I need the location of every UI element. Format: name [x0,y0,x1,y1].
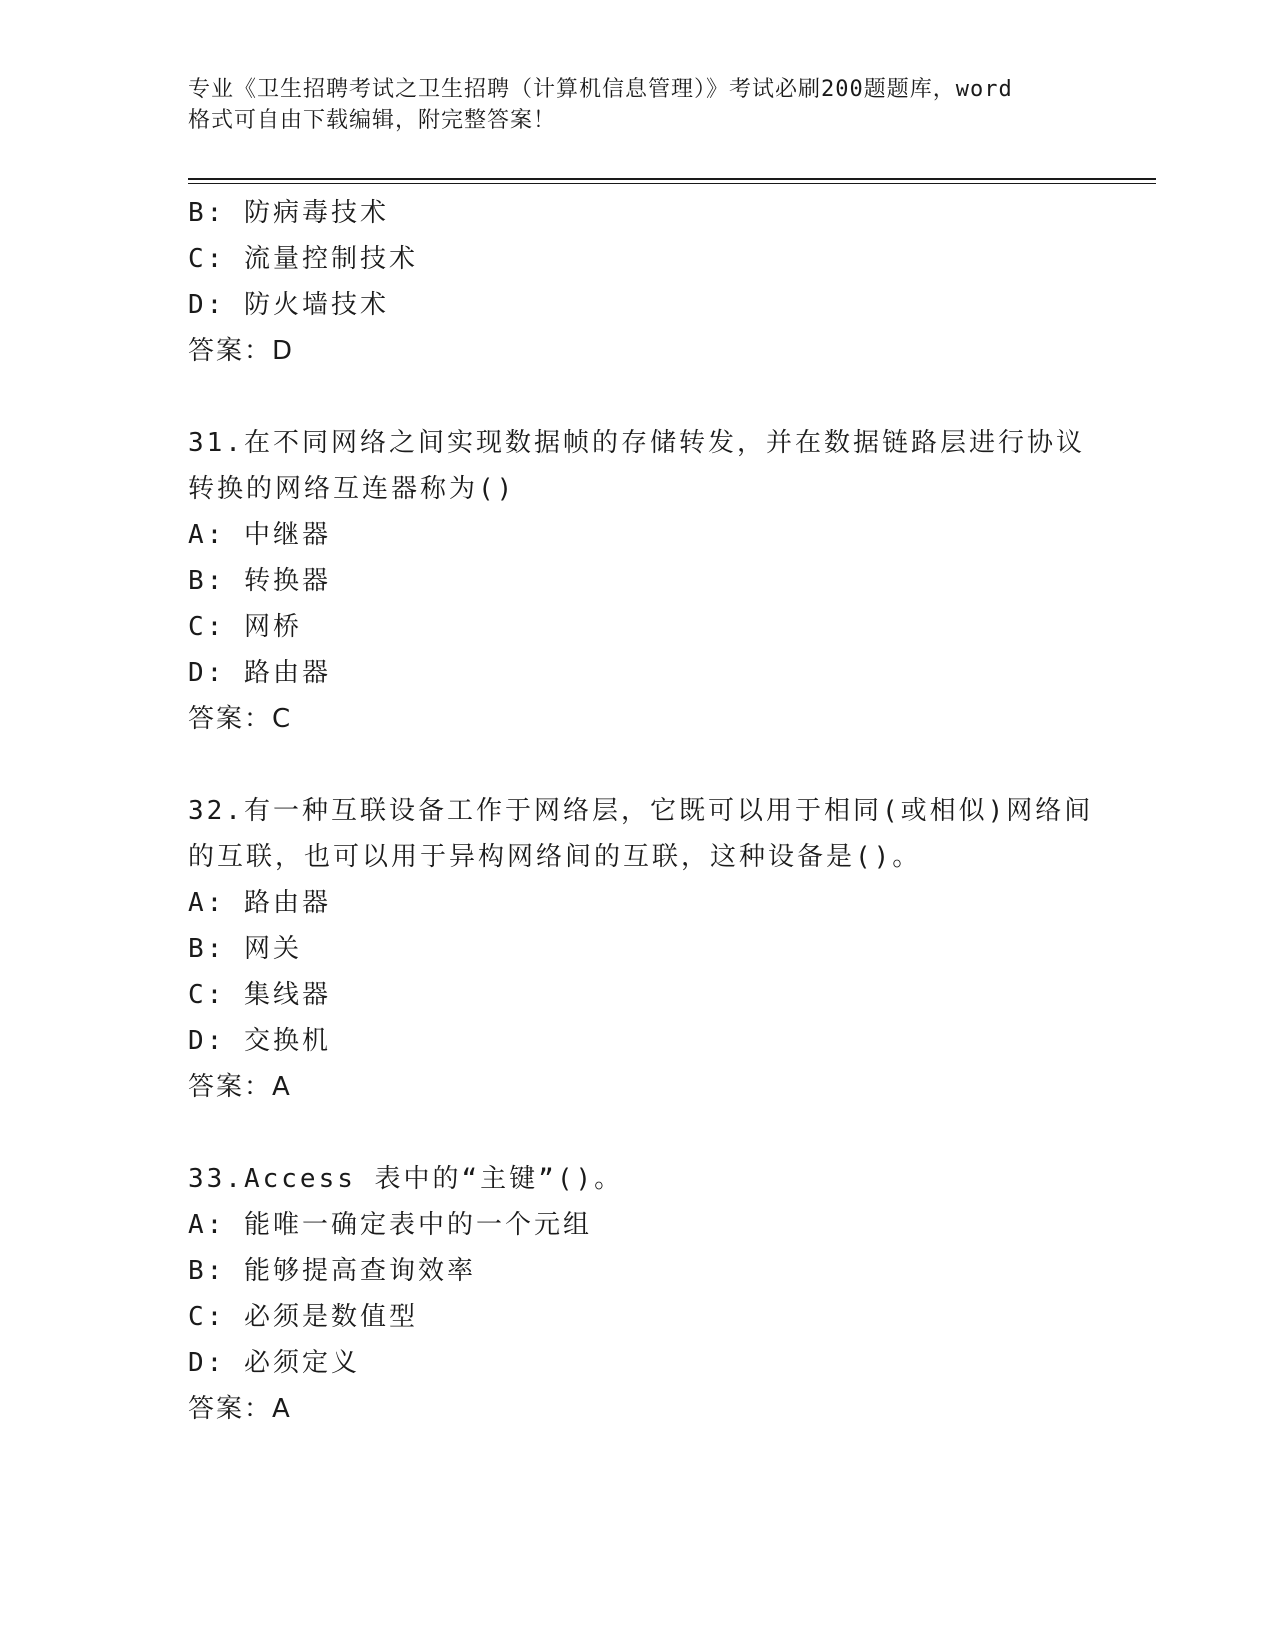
option-c: C: 必须是数值型 [188,1302,418,1332]
question-31 [188,420,1088,742]
question-list [188,190,1094,1432]
question-30 [188,190,1088,374]
header-divider-thick [188,178,1156,180]
question-stem-line-2: 的互联，也可以用于异构网络间的互联，这种设备是()。 [188,842,922,872]
answer-label: 答案：C [188,704,293,734]
question-stem-line-1: 32.有一种互联设备工作于网络层，它既可以用于相同(或相似)网络间 [188,796,1094,826]
option-d: D: 路由器 [188,658,331,688]
option-a: A: 中继器 [188,520,331,550]
question-stem-line-1: 33.Access 表中的“主键”()。 [188,1164,624,1194]
question-33 [188,1156,1088,1432]
answer-label: 答案：A [188,1072,292,1102]
option-d: D: 必须定义 [188,1348,360,1378]
answer-label: 答案：A [188,1394,292,1424]
option-a: A: 路由器 [188,888,331,918]
option-b: B: 能够提高查询效率 [188,1256,476,1286]
option-d: D: 防火墙技术 [188,290,389,320]
question-stem-line-2: 转换的网络互连器称为() [188,474,516,504]
option-c: C: 流量控制技术 [188,244,418,274]
option-c: C: 集线器 [188,980,331,1010]
option-c: C: 网桥 [188,612,302,642]
answer-label: 答案：D [188,336,295,366]
option-a: A: 能唯一确定表中的一个元组 [188,1210,592,1240]
header-divider-thin [188,183,1156,184]
spacer [188,374,1088,420]
question-32 [188,788,1094,1110]
document-header [188,74,1088,136]
spacer [188,742,1088,788]
option-b: B: 网关 [188,934,302,964]
question-stem-line-1: 31.在不同网络之间实现数据帧的存储转发，并在数据链路层进行协议 [188,428,1085,458]
option-b: B: 转换器 [188,566,331,596]
header-title-line-2: 格式可自由下载编辑，附完整答案！ [188,108,557,133]
spacer [188,1110,1088,1156]
header-title-line-1: 专业《卫生招聘考试之卫生招聘（计算机信息管理）》考试必刷200题题库，word [188,77,1013,102]
option-d: D: 交换机 [188,1026,331,1056]
option-b: B: 防病毒技术 [188,198,389,228]
